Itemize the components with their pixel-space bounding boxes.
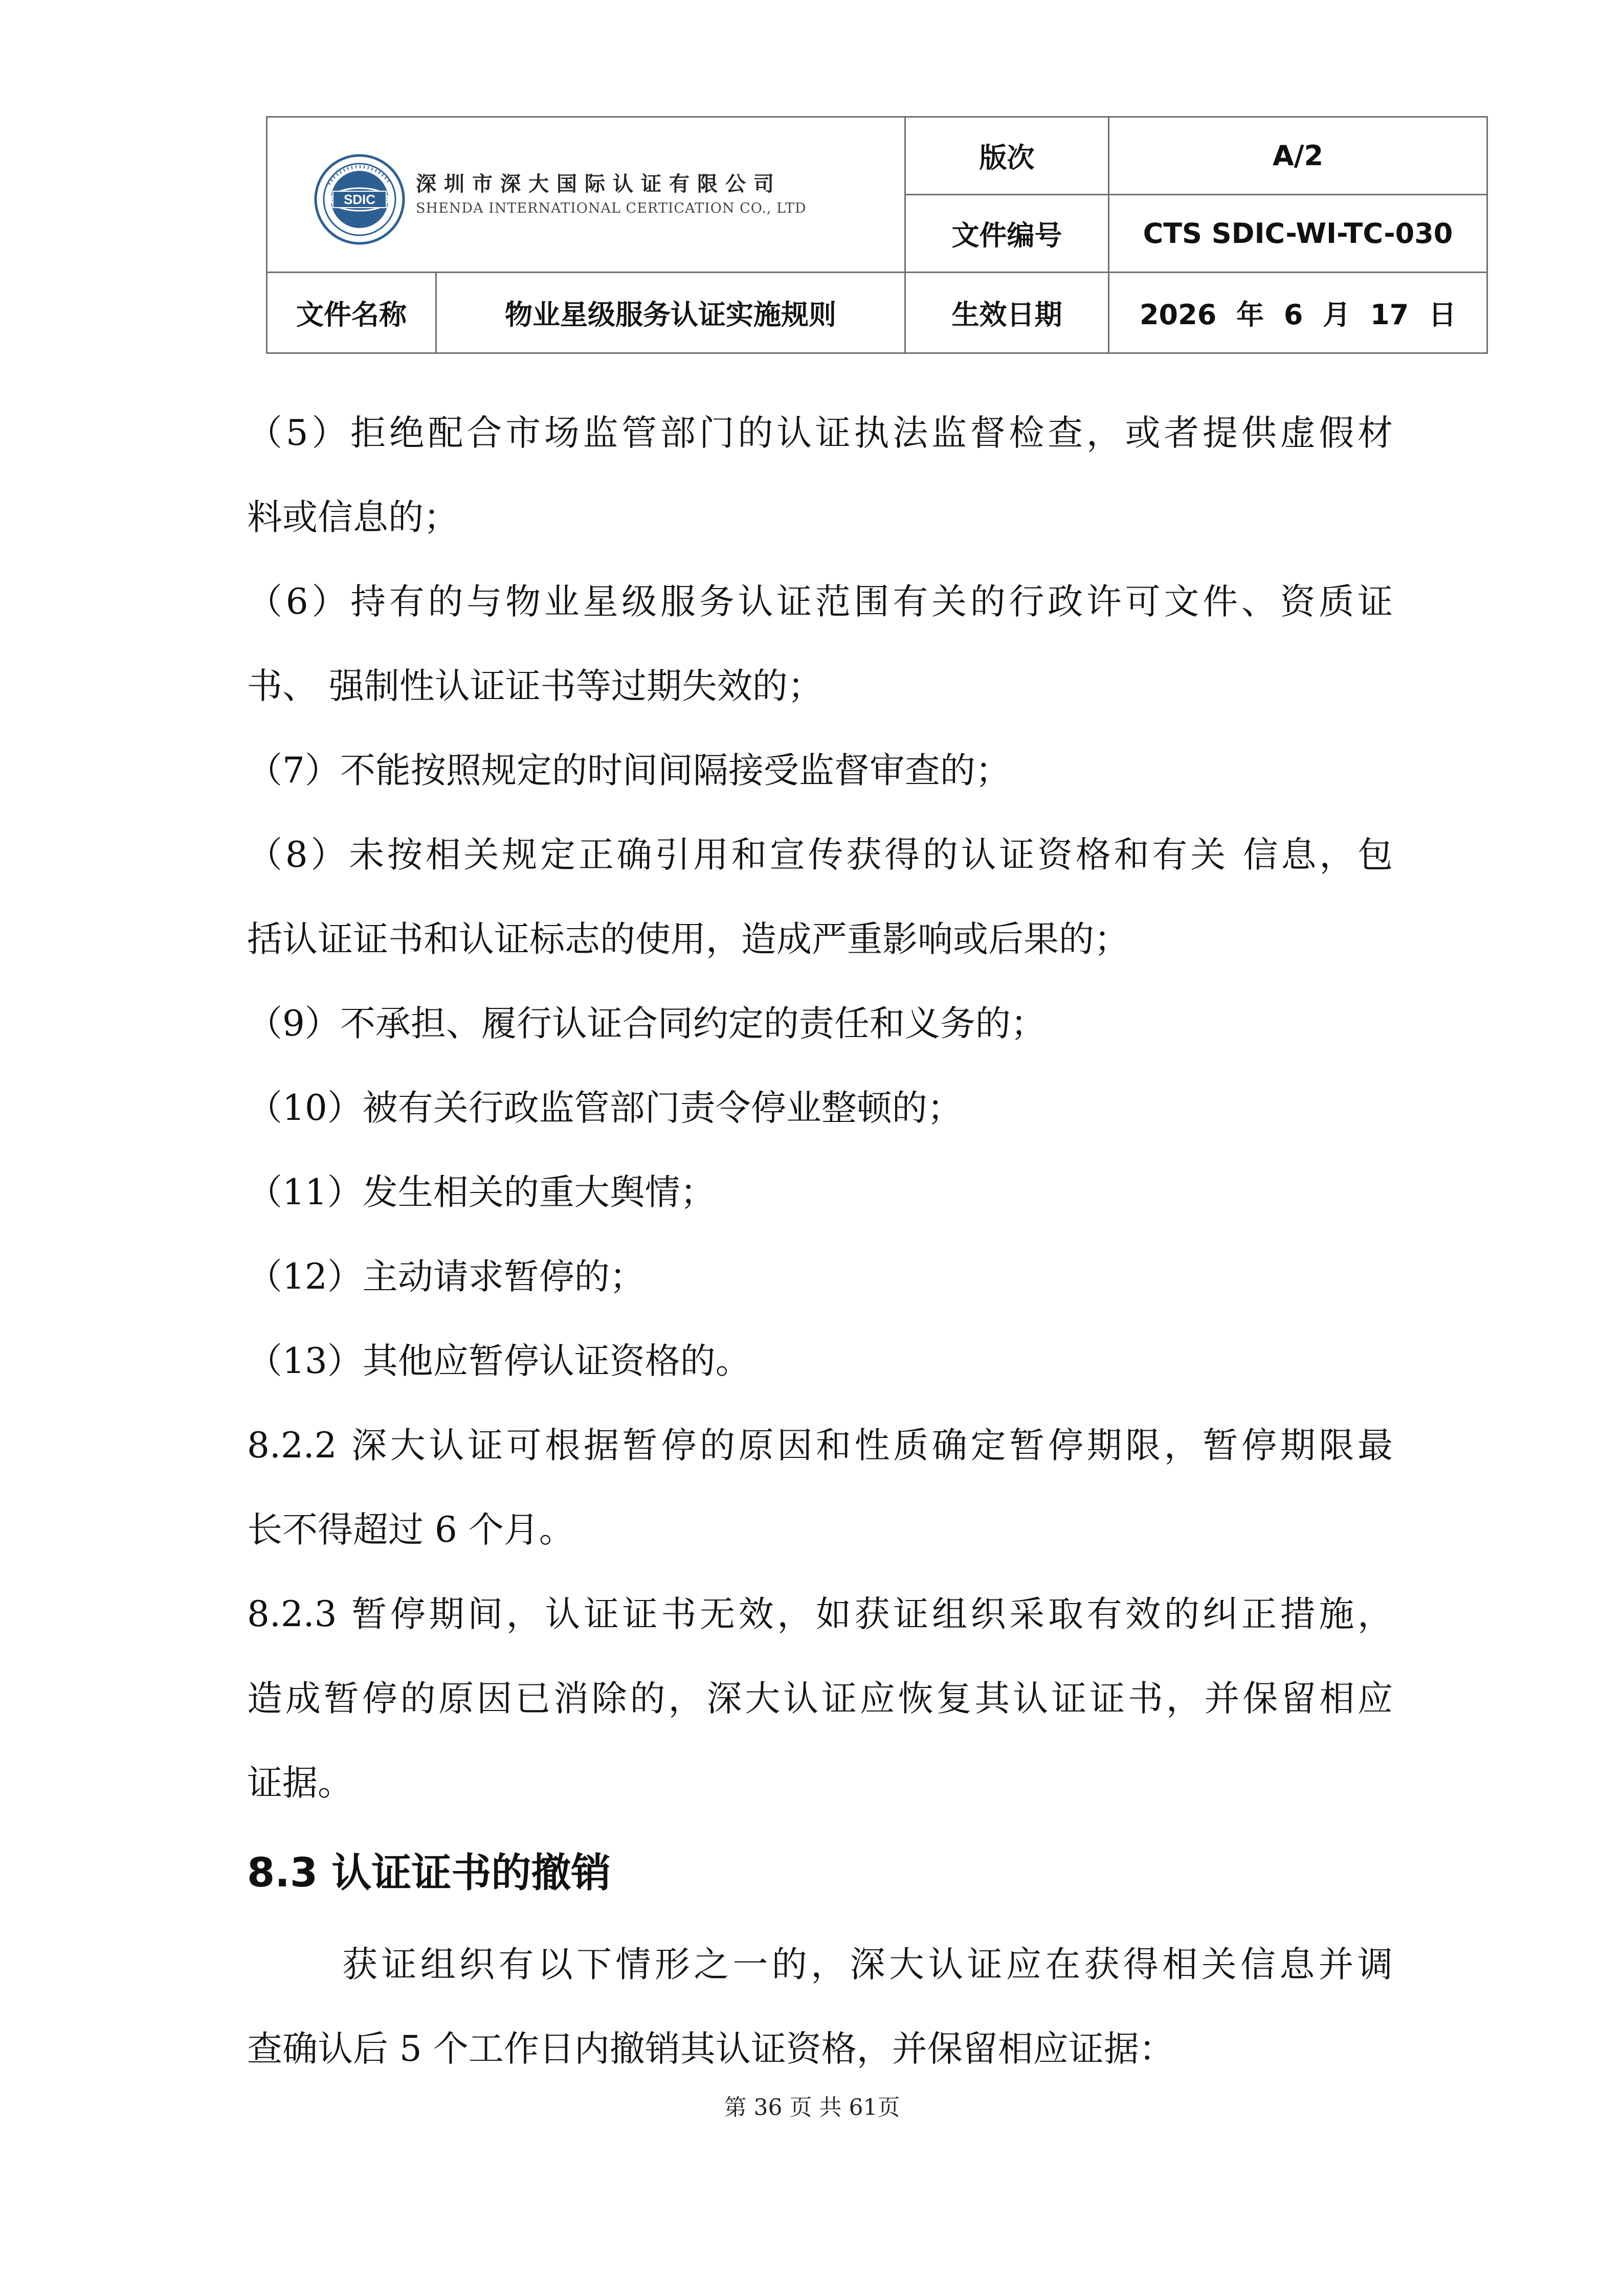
list-item-8-line-1: （8）未按相关规定正确引用和宣传获得的认证资格和有关 信息，包 (247, 835, 1393, 875)
list-item-11: （11）发生相关的重大舆情； (247, 1172, 716, 1213)
list-item-7: （7）不能按照规定的时间间隔接受监督审查的； (247, 750, 1011, 791)
section-8-3-intro-line-2: 查确认后 5 个工作日内撤销其认证资格，并保留相应证据： (247, 2029, 1174, 2069)
clause-8-2-3-line-2: 造成暂停的原因已消除的，深大认证应恢复其认证证书，并保留相应 (247, 1678, 1393, 1719)
svg-text:SDIC: SDIC (343, 192, 376, 207)
list-item-13: （13）其他应暂停认证资格的。 (247, 1341, 751, 1382)
sdic-seal-icon (314, 153, 406, 245)
document-header-table (266, 116, 1488, 354)
list-item-8-line-2: 括认证证书和认证标志的使用，造成严重影响或后果的； (247, 919, 1129, 960)
list-item-5 (247, 391, 1393, 560)
section-heading-8-3: 8.3 认证证书的撤销 (247, 1850, 611, 1896)
list-item-12: （12）主动请求暂停的； (247, 1256, 645, 1297)
company-logo (314, 153, 825, 245)
company-name-en: SHENDA INTERNATIONAL CERTICATION CO., LTD (416, 200, 807, 216)
clause-8-2-2-line-2: 长不得超过 6 个月。 (247, 1510, 574, 1550)
version-label: 版次 (905, 117, 1109, 195)
company-logo-cell (267, 117, 905, 273)
docname-label: 文件名称 (267, 273, 436, 353)
docname-value: 物业星级服务认证实施规则 (436, 273, 905, 353)
date-label: 生效日期 (905, 273, 1109, 353)
list-item-10: （10）被有关行政监管部门责令停业整顿的； (247, 1088, 963, 1129)
clause-8-2-3-line-1: 8.2.3 暂停期间，认证证书无效，如获证组织采取有效的纠正措施， (247, 1594, 1393, 1635)
clause-8-2-2-line-1: 8.2.2 深大认证可根据暂停的原因和性质确定暂停期限，暂停期限最 (247, 1425, 1393, 1466)
date-value: 2026 年 6 月 17 日 (1109, 273, 1487, 353)
list-item-8 (247, 813, 1393, 982)
section-8-3-intro (247, 1923, 1393, 2091)
docno-value: CTS SDIC-WI-TC-030 (1109, 195, 1487, 273)
list-item-6-line-2: 书、 强制性认证证书等过期失效的； (247, 666, 823, 707)
list-item-5-line-1: （5）拒绝配合市场监管部门的认证执法监督检查，或者提供虚假材 (247, 413, 1393, 454)
version-value: A/2 (1109, 117, 1487, 195)
clause-8-2-3-line-3: 证据。 (247, 1763, 353, 1804)
list-item-6-line-1: （6）持有的与物业星级服务认证范围有关的行政许可文件、资质证 (247, 581, 1393, 622)
section-8-3-intro-line-1: 获证组织有以下情形之一的，深大认证应在获得相关信息并调 (342, 1944, 1393, 1985)
docno-label: 文件编号 (905, 195, 1109, 273)
list-item-6 (247, 560, 1393, 729)
page-number: 第 36 页 共 61页 (724, 2095, 900, 2121)
company-name-cn: 深圳市深大国际认证有限公司 (416, 172, 782, 196)
clause-8-2-2 (247, 1404, 1393, 1572)
list-item-9: （9）不承担、履行认证合同约定的责任和义务的； (247, 1003, 1046, 1044)
clause-8-2-3 (247, 1572, 1393, 1826)
list-item-5-line-2: 料或信息的； (247, 497, 459, 538)
